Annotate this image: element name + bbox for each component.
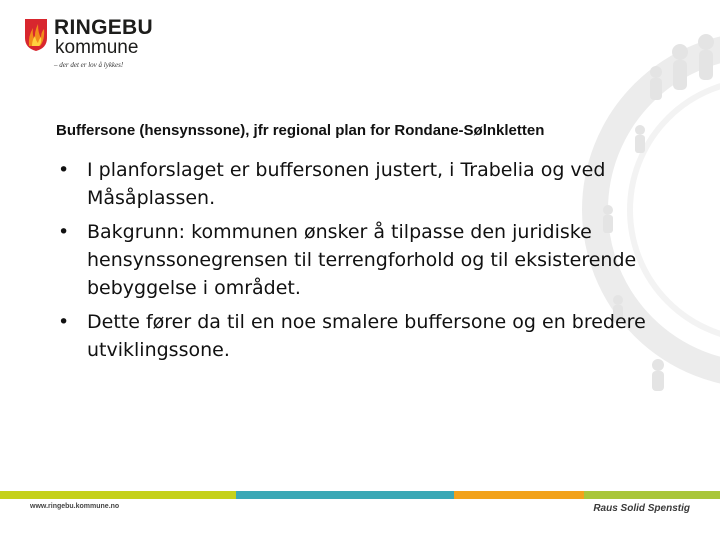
bullet-text: I planforslaget er buffersonen justert, i Trabelia og ved Måsåplassen.	[87, 159, 606, 209]
stripe-segment-teal	[236, 491, 454, 499]
footer-url[interactable]: www.ringebu.kommune.no	[30, 503, 120, 510]
bullet-item	[56, 218, 676, 302]
bullet-marker: •	[58, 311, 70, 333]
slide-heading: Buffersone (hensynssone), jfr regional plan for Rondane-Sølnkletten	[56, 122, 545, 139]
footer-color-stripe	[0, 491, 720, 499]
footer-slogan: Raus Solid Spenstig	[593, 503, 690, 514]
bullet-list	[56, 156, 676, 370]
bullet-text: Bakgrunn: kommunen ønsker å tilpasse den juridiske hensynssonegrensen til terrengforhold og til eksisterende bebyggelse i området.	[87, 221, 637, 299]
bullet-marker: •	[58, 159, 70, 181]
bullet-marker: •	[58, 221, 70, 243]
logo-tagline: – der det er lov å lykkes!	[54, 61, 124, 69]
logo-name: RINGEBU	[54, 16, 153, 39]
stripe-segment-orange	[454, 491, 584, 499]
stripe-segment-green	[584, 491, 720, 499]
stripe-segment-lime	[0, 491, 236, 499]
bullet-item	[56, 308, 676, 364]
bullet-item	[56, 156, 676, 212]
shield-flame-icon	[24, 18, 48, 52]
ringebu-logo	[24, 14, 154, 74]
logo-subtitle: kommune	[55, 37, 139, 58]
bullet-text: Dette fører da til en noe smalere buffersone og en bredere utviklingssone.	[87, 311, 646, 361]
